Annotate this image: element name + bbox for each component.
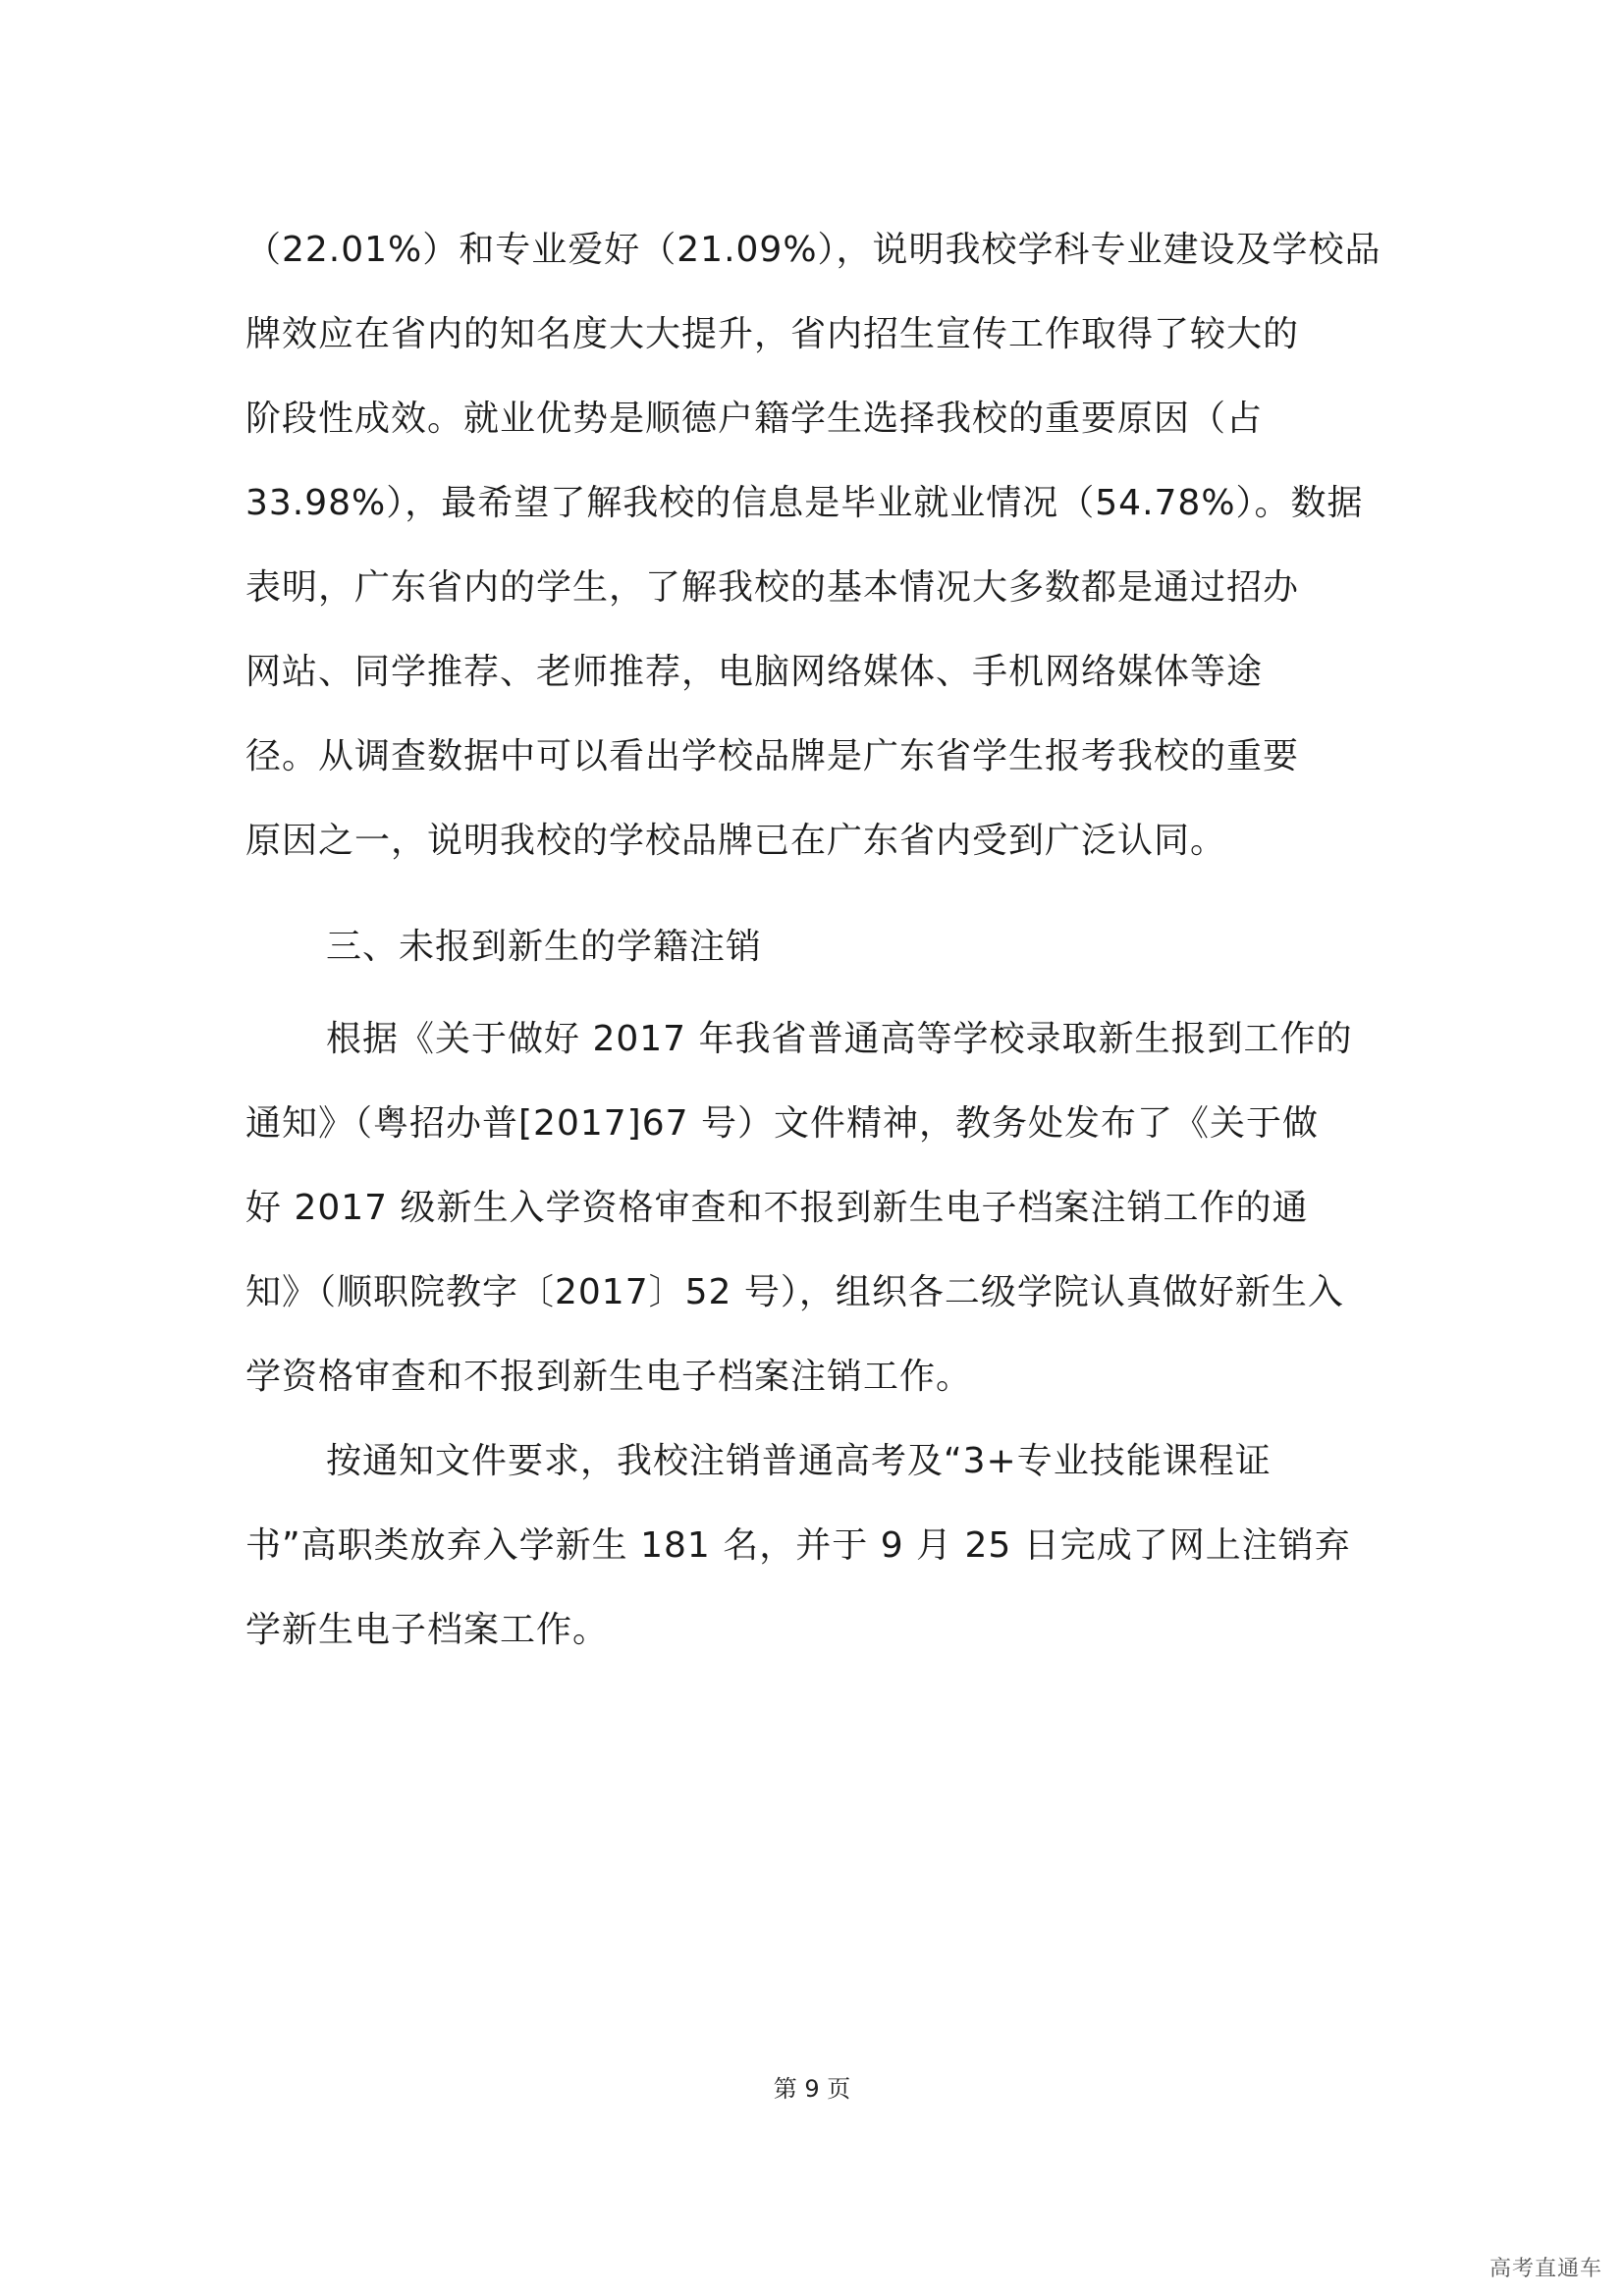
paragraph-1 <box>245 208 1384 883</box>
text-line: 学资格审查和不报到新生电子档案注销工作。 <box>245 1357 973 1397</box>
text-line: 知》（顺职院教字〔2017〕52 号），组织各二级学院认真做好新生入 <box>245 1272 1344 1312</box>
text-line: （22.01%）和专业爱好（21.09%），说明我校学科专业建设及学校品 <box>245 230 1381 270</box>
text-line: 根据《关于做好 2017 年我省普通高等学校录取新生报到工作的 <box>326 1019 1353 1059</box>
text-line: 好 2017 级新生入学资格审查和不报到新生电子档案注销工作的通 <box>245 1188 1309 1228</box>
text-line: 通知》（粤招办普[2017]67 号）文件精神，教务处发布了《关于做 <box>245 1103 1319 1144</box>
text-line: 阶段性成效。就业优势是顺德户籍学生选择我校的重要原因（占 <box>245 399 1264 439</box>
text-line: 径。从调查数据中可以看出学校品牌是广东省学生报考我校的重要 <box>245 736 1300 776</box>
text-line: 按通知文件要求，我校注销普通高考及“3+专业技能课程证 <box>326 1441 1272 1481</box>
text-line: 原因之一，说明我校的学校品牌已在广东省内受到广泛认同。 <box>245 821 1227 861</box>
paragraph-3 <box>245 1419 1384 1673</box>
text-line: 网站、同学推荐、老师推荐，电脑网络媒体、手机网络媒体等途 <box>245 652 1264 692</box>
text-line: 表明，广东省内的学生，了解我校的基本情况大多数都是通过招办 <box>245 567 1300 608</box>
text-line: 学新生电子档案工作。 <box>245 1610 610 1650</box>
watermark-text: 高考直通车 <box>1489 2257 1602 2281</box>
text-line: 牌效应在省内的知名度大大提升，省内招生宣传工作取得了较大的 <box>245 314 1300 354</box>
page-number: 第 9 页 <box>773 2075 851 2103</box>
document-body <box>245 208 1384 1673</box>
text-line: 33.98%），最希望了解我校的信息是毕业就业情况（54.78%）。数据 <box>245 483 1364 523</box>
text-line: 书”高职类放弃入学新生 181 名，并于 9 月 25 日完成了网上注销弃 <box>245 1525 1351 1566</box>
paragraph-2 <box>245 997 1384 1419</box>
section-heading: 三、未报到新生的学籍注销 <box>326 927 763 967</box>
